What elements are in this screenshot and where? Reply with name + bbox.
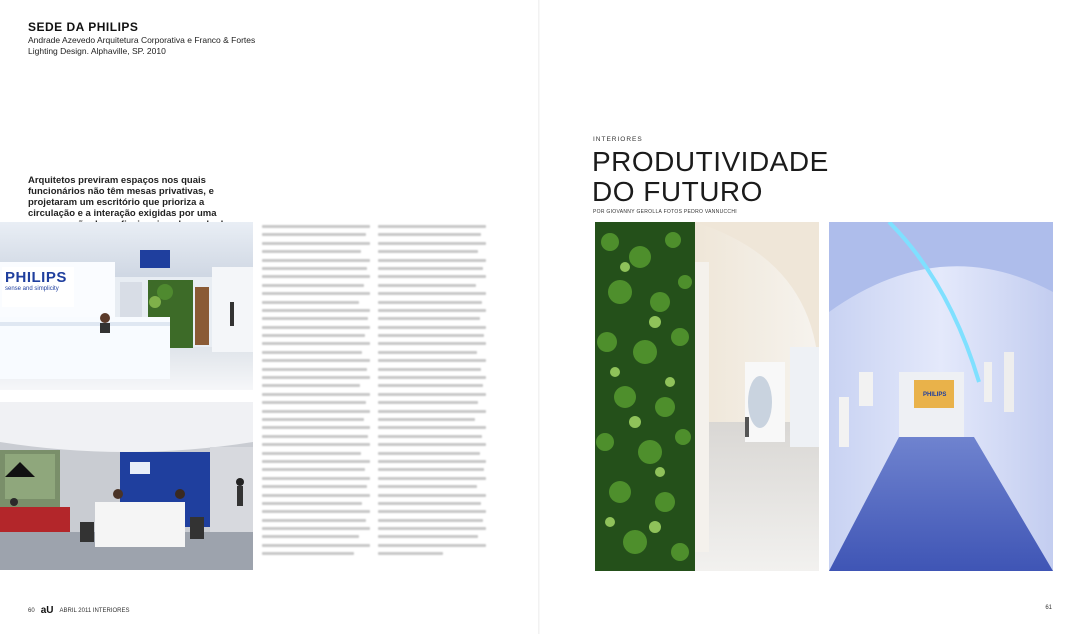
page-number-left: 60 xyxy=(28,607,35,614)
footer-left xyxy=(28,605,130,616)
lead-paragraph: Arquitetos previram espaços nos quais funcionários não têm mesas privativas, e projetaram um escritório que prioriza a circulação e a interação exigidas por uma xyxy=(28,175,217,219)
philips-sign xyxy=(2,267,74,307)
byline: POR GIOVANNY GEROLLA FOTOS PEDRO VANNUCCHI xyxy=(593,209,737,215)
headline-line-2: DO FUTURO xyxy=(592,176,763,207)
magazine-logo: aU xyxy=(40,605,54,616)
page-number-right: 61 xyxy=(1045,605,1052,611)
credits-line-1: Andrade Azevedo Arquitetura Corporativa e Franco & Fortes xyxy=(28,35,256,45)
issue-label: ABRIL 2011 INTERIORES xyxy=(59,607,130,614)
philips-sign-brand: PHILIPS xyxy=(5,269,67,286)
philips-sign-tagline: sense and simplicity xyxy=(5,286,59,292)
headline-line-1: PRODUTIVIDADE xyxy=(592,146,829,177)
photo-green-wall xyxy=(595,222,819,571)
photo-open-office xyxy=(0,402,253,570)
section-tag: INTERIORES xyxy=(593,136,643,143)
philips-sign-corridor: PHILIPS xyxy=(923,392,947,398)
body-text-column-1 xyxy=(262,225,370,573)
project-credits xyxy=(28,35,258,56)
project-title: SEDE DA PHILIPS xyxy=(28,20,139,34)
photo-reception xyxy=(0,222,253,390)
body-text-column-2 xyxy=(378,225,486,573)
photo-blue-corridor xyxy=(829,222,1053,571)
credits-line-2: Lighting Design. Alphaville, SP. 2010 xyxy=(28,45,166,56)
article-headline xyxy=(592,147,829,207)
